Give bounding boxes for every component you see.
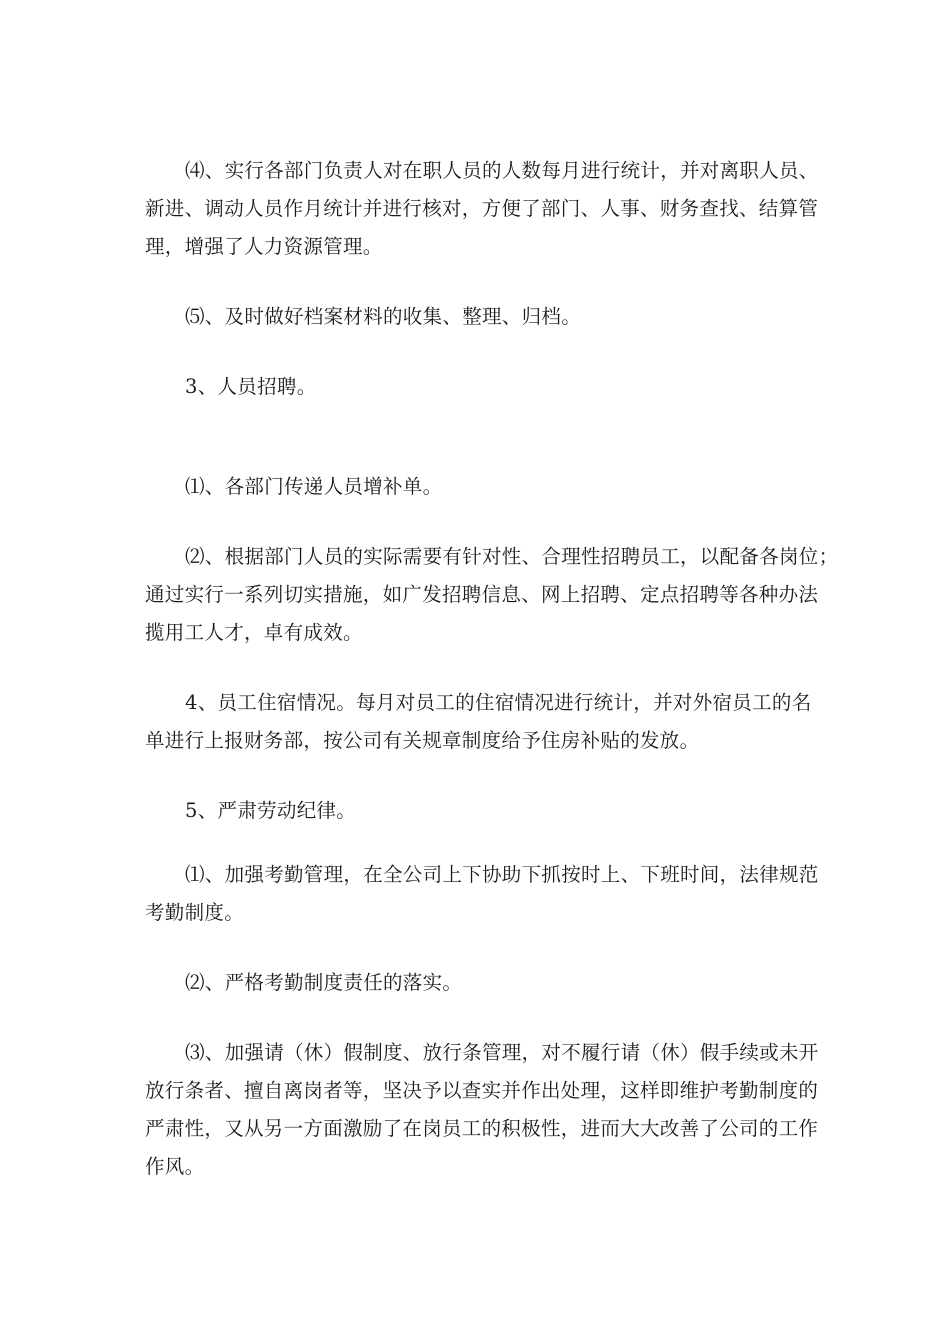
- text-line: 严肃性，又从另一方面激励了在岗员工的积极性，进而大大改善了公司的工作: [145, 1117, 819, 1140]
- text-line: 理，增强了人力资源管理。: [145, 235, 383, 258]
- text-line: 作风。: [145, 1155, 205, 1178]
- text-line: ⑵、严格考勤制度责任的落实。: [185, 971, 463, 994]
- paragraph-leave-management: [145, 1034, 819, 1186]
- text-line: 新进、调动人员作月统计并进行核对，方便了部门、人事、财务查找、结算管: [145, 197, 819, 220]
- text-line: ⑸、及时做好档案材料的收集、整理、归档。: [185, 305, 582, 328]
- paragraph-requisition: [145, 468, 815, 506]
- text-line: 单进行上报财务部，按公司有关规章制度给予住房补贴的发放。: [145, 729, 700, 752]
- section-heading-accommodation: [145, 684, 815, 760]
- text-line: ⑴、加强考勤管理，在全公司上下协助下抓按时上、下班时间，法律规范: [185, 863, 819, 886]
- text-line: 揽用工人才，卓有成效。: [145, 621, 363, 644]
- text-line: 3、人员招聘。: [185, 375, 317, 398]
- text-line: 考勤制度。: [145, 901, 245, 924]
- text-line: 4、员工住宿情况。每月对员工的住宿情况进行统计，并对外宿员工的名: [185, 691, 812, 714]
- paragraph-archive: [145, 298, 815, 336]
- section-heading-discipline: [145, 792, 815, 830]
- text-line: 放行条者、擅自离岗者等，坚决予以查实并作出处理，这样即维护考勤制度的: [145, 1079, 819, 1102]
- text-line: ⑷、实行各部门负责人对在职人员的人数每月进行统计，并对离职人员、: [185, 159, 819, 182]
- text-line: 5、严肃劳动纪律。: [185, 799, 357, 822]
- paragraph-responsibility: [145, 964, 815, 1002]
- paragraph-recruitment-measures: [145, 538, 839, 652]
- paragraph-attendance: [145, 856, 819, 932]
- text-line: ⑵、根据部门人员的实际需要有针对性、合理性招聘员工，以配备各岗位；: [185, 545, 839, 568]
- paragraph-staff-statistics: [145, 152, 819, 266]
- text-line: ⑴、各部门传递人员增补单。: [185, 475, 443, 498]
- text-line: ⑶、加强请（休）假制度、放行条管理，对不履行请（休）假手续或未开: [185, 1041, 819, 1064]
- text-line: 通过实行一系列切实措施，如广发招聘信息、网上招聘、定点招聘等各种办法: [145, 583, 819, 606]
- section-heading-recruitment: [145, 368, 815, 406]
